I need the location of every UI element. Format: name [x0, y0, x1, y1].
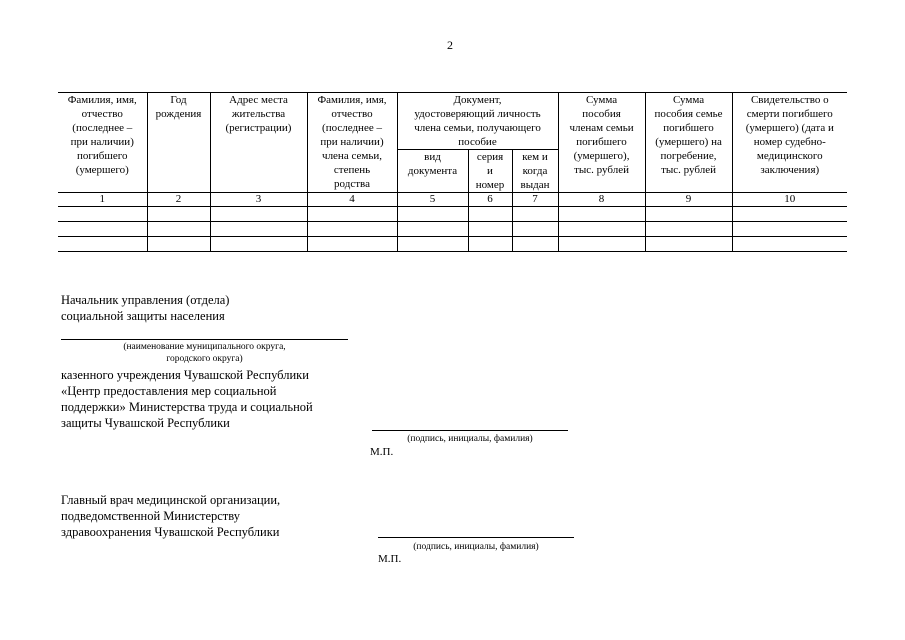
header-series-number: серия и номер: [468, 150, 512, 193]
column-number: 1: [58, 193, 147, 207]
column-numbers-row: [58, 193, 847, 207]
column-number: 6: [468, 193, 512, 207]
header-issued-by: кем и когда выдан: [512, 150, 558, 193]
header-document-type: вид документа: [397, 150, 468, 193]
family-members-table: [58, 92, 847, 252]
table-row: [58, 222, 847, 237]
column-number: 10: [732, 193, 847, 207]
column-number: 5: [397, 193, 468, 207]
signature-caption-1: (подпись, инициалы, фамилия): [407, 434, 533, 444]
page-number: 2: [447, 38, 453, 52]
table-row: [58, 207, 847, 222]
stamp-placeholder-1: М.П.: [370, 446, 394, 458]
table-row: [58, 237, 847, 252]
chief-doctor-title: Главный врач медицинской организации, подведомственной Министерству здравоохранения Чувашской Республики: [61, 493, 281, 539]
header-birth-year: Год рождения: [147, 93, 210, 193]
header-address: Адрес места жительства (регистрации): [210, 93, 307, 193]
header-allowance-burial: Сумма пособия семье погибшего (умершего) на погребение, тыс. рублей: [645, 93, 732, 193]
header-deceased-name: Фамилия, имя, отчество (последнее – при наличии) погибшего (умершего): [58, 93, 147, 193]
column-number: 9: [645, 193, 732, 207]
header-identity-document: Документ, удостоверяющий личность члена семьи, получающего пособие: [397, 93, 558, 150]
signature-caption-2: (подпись, инициалы, фамилия): [413, 542, 539, 552]
column-number: 2: [147, 193, 210, 207]
column-number: 7: [512, 193, 558, 207]
header-allowance-family: Сумма пособия членам семьи погибшего (умершего), тыс. рублей: [558, 93, 645, 193]
header-family-member-name: Фамилия, имя, отчество (последнее – при наличии) члена семьи, степень родства: [307, 93, 397, 193]
column-number: 4: [307, 193, 397, 207]
column-number: 3: [210, 193, 307, 207]
stamp-placeholder-2: М.П.: [378, 553, 402, 565]
municipality-name-line: [61, 339, 348, 340]
head-of-department-title: Начальник управления (отдела) социальной защиты населения: [61, 293, 230, 323]
column-number: 8: [558, 193, 645, 207]
municipality-caption: (наименование муниципального округа, городского округа): [123, 342, 286, 364]
organization-name: казенного учреждения Чувашской Республики «Центр предоставления мер социальной поддержки» Министерства труда и социальной защиты Чувашской Республики: [61, 368, 313, 430]
signature-line-1: [372, 430, 568, 431]
header-death-certificate: Свидетельство о смерти погибшего (умершего) (дата и номер судебно- медицинского заключения): [732, 93, 847, 193]
signature-line-2: [378, 537, 574, 538]
